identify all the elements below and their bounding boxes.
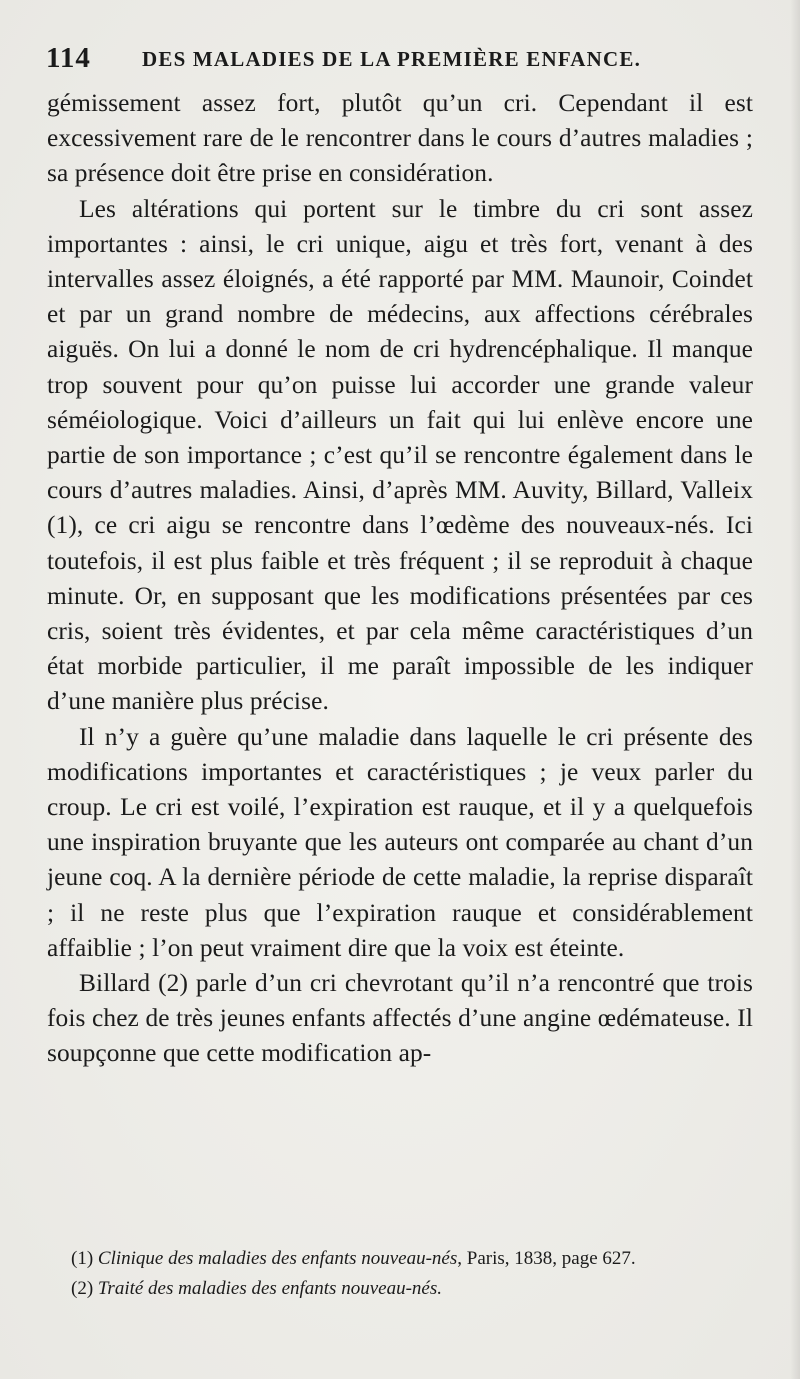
footnote — [47, 1275, 753, 1303]
body-text — [47, 86, 753, 1072]
page-number: 114 — [46, 42, 91, 74]
footnote-title: Traité des maladies des enfants nouveau-nés. — [97, 1278, 442, 1299]
footnote-title: Clinique des maladies des enfants nouveau-nés — [97, 1248, 458, 1269]
paragraph: Billard (2) parle d’un cri chevrotant qu’il n’a rencontré que trois fois chez de très jeunes enfants affectés d’une angine œdémateuse. Il soupçonne que cette modification ap- — [47, 969, 753, 1068]
running-head: DES MALADIES DE LA PREMIÈRE ENFANCE. — [142, 47, 642, 71]
footnote-marker: (2) — [71, 1278, 94, 1299]
page-header — [46, 42, 756, 78]
page-edge-shadow — [790, 0, 800, 1379]
paragraph: gémissement assez fort, plutôt qu’un cri. Cependant il est excessivement rare de le rencontrer dans le cours d’autres maladies ; sa présence doit être prise en considération. — [47, 89, 753, 188]
footnote — [47, 1245, 753, 1273]
footnote-citation: , Paris, 1838, page 627. — [457, 1248, 636, 1269]
paragraph: Les altérations qui portent sur le timbre du cri sont assez importantes : ainsi, le cri unique, aigu et très fort, venant à des intervalles assez éloignés, a été rapporté par MM. Maunoir, Coindet et par un grand nombre de médecins, aux affections cérébrales aiguës. On lui a donné le nom de cri hydrencéphalique. Il manque trop souvent pour qu’on puisse lui accorder une grande valeur séméiologique. Voici d’ailleurs un fait qui lui enlève encore une partie de son importance ; c’est qu’il se rencontre également dans le cours d’autres maladies. Ainsi, d’après MM. Auvity, Billard, Valleix (1), ce cri aigu se rencontre dans l’œdème des nouveaux-nés. Ici toutefois, il est plus faible et très fréquent ; il se reproduit à chaque minute. Or, en supposant que les modifications présentées par ces cris, soient très évidentes, et par cela même caractéristiques d’un état morbide particulier, il me paraît impossible de les indiquer d’une manière plus précise. — [47, 194, 753, 716]
footnotes — [47, 1245, 753, 1305]
footnote-marker: (1) — [71, 1248, 94, 1269]
paragraph: Il n’y a guère qu’une maladie dans laquelle le cri présente des modifications importantes et caractéristiques ; je veux parler du croup. Le cri est voilé, l’expiration est rauque, et il y a quelquefois une inspiration bruyante que les auteurs ont comparée au chant d’un jeune coq. A la dernière période de cette maladie, la reprise disparaît ; il ne reste plus que l’expiration rauque et considérablement affaiblie ; l’on peut vraiment dire que la voix est éteinte. — [47, 722, 753, 962]
